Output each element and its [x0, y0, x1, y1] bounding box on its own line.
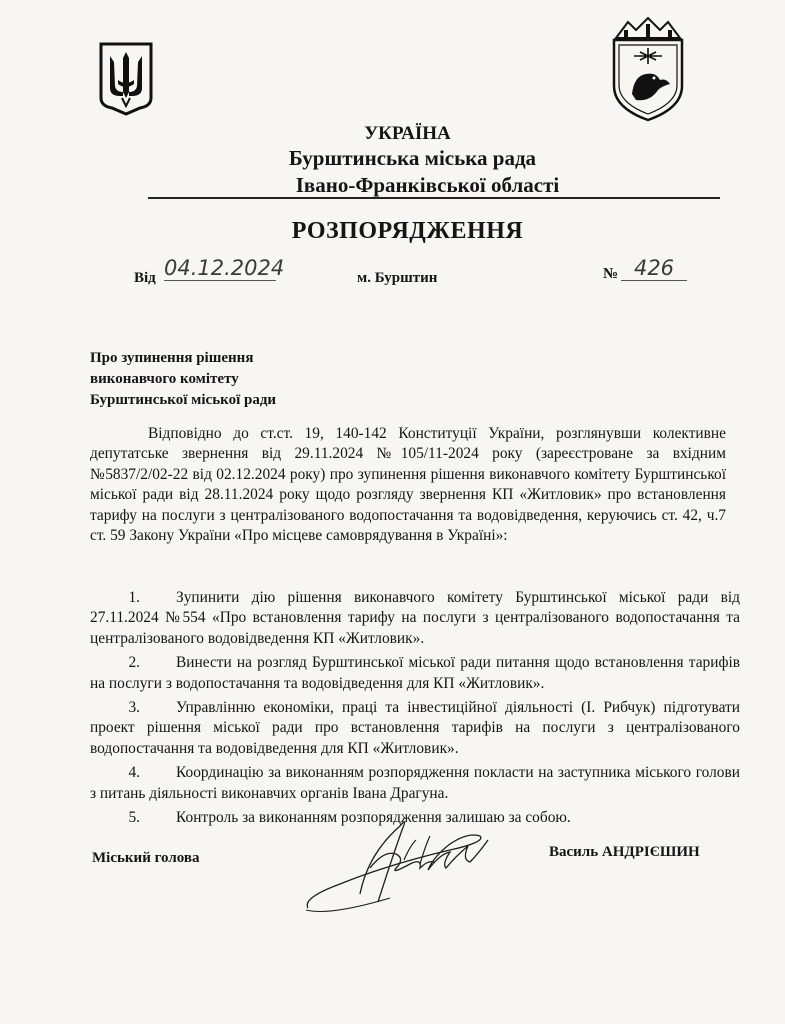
signatory-title: Міський голова [92, 850, 200, 866]
subject-line: виконавчого комітету [90, 371, 239, 387]
item-text: Контроль за виконанням розпорядження залишаю за собою. [176, 809, 571, 827]
subject-line: Про зупинення рішення [90, 350, 254, 366]
document-subject [90, 348, 276, 411]
item-text: Координацію за виконанням розпорядження покласти на заступника міського голови з питань діяльності виконавчих органів Івана Драгуна. [90, 764, 740, 802]
item-number: 5. [128, 809, 140, 827]
coat-of-arms-icon [604, 16, 692, 124]
preamble-text: Відповідно до ст.ст. 19, 140-142 Конституції України, розглянувши колективне депутатське звернення від 29.11.2024 №105/11-2024 року (зареєстроване за вхідним №5837/2/02-22 від 02.12.2024 року) про зупинення рішення виконавчого комітету Бурштинської міської ради від 28.11.2024 року щодо розгляду звернення КП «Житловик» про встановлення тарифу на послуги з централізованого водопостачання та водовідведення, керуючись ст. 42, ч.7 ст. 59 Закону України «Про місцеве самоврядування в Україні»: [90, 425, 726, 545]
region-heading: Івано-Франківської області [295, 173, 560, 197]
signatory-name: Василь АНДРІЄШИН [549, 844, 700, 860]
preamble-paragraph [90, 424, 726, 546]
order-item [90, 698, 740, 759]
item-text: Зупинити дію рішення виконавчого комітету Бурштинської міської ради від 27.11.2024 №554 «Про встановлення тарифу на послуги з централізованого водопостачання та централізованого водовідведення КП «Житловик». [90, 589, 740, 647]
city-label: м. Бурштин [357, 270, 438, 286]
number-value: 426 [621, 256, 687, 281]
item-number: 2. [128, 654, 140, 672]
item-number: 4. [128, 764, 140, 782]
council-heading: Бурштинська міська рада [288, 146, 537, 170]
item-number: 3. [128, 699, 140, 717]
signature-icon [300, 806, 500, 916]
trident-icon [96, 40, 156, 116]
order-items [90, 588, 740, 828]
number-label: № [603, 266, 619, 282]
order-item [90, 588, 740, 649]
header-divider [148, 197, 720, 199]
document-type-heading: РОЗПОРЯДЖЕННЯ [291, 218, 524, 244]
date-value: 04.12.2024 [164, 256, 285, 280]
country-heading: УКРАЇНА [364, 123, 451, 144]
item-number: 1. [128, 589, 140, 606]
order-item [90, 763, 740, 804]
date-label: Від [134, 270, 156, 286]
item-text: Управлінню економіки, праці та інвестиційної діяльності (І. Рибчук) підготувати проект рішення міської ради про встановлення тарифів на послуги з централізованого водопостачання та водовідведення для КП «Житловик». [90, 699, 740, 757]
item-text: Винести на розгляд Бурштинської міської ради питання щодо встановлення тарифів на послуги з водопостачання та водовідведення для КП «Житловик». [90, 654, 740, 692]
order-item [90, 653, 740, 694]
subject-line: Бурштинської міської ради [90, 392, 277, 408]
